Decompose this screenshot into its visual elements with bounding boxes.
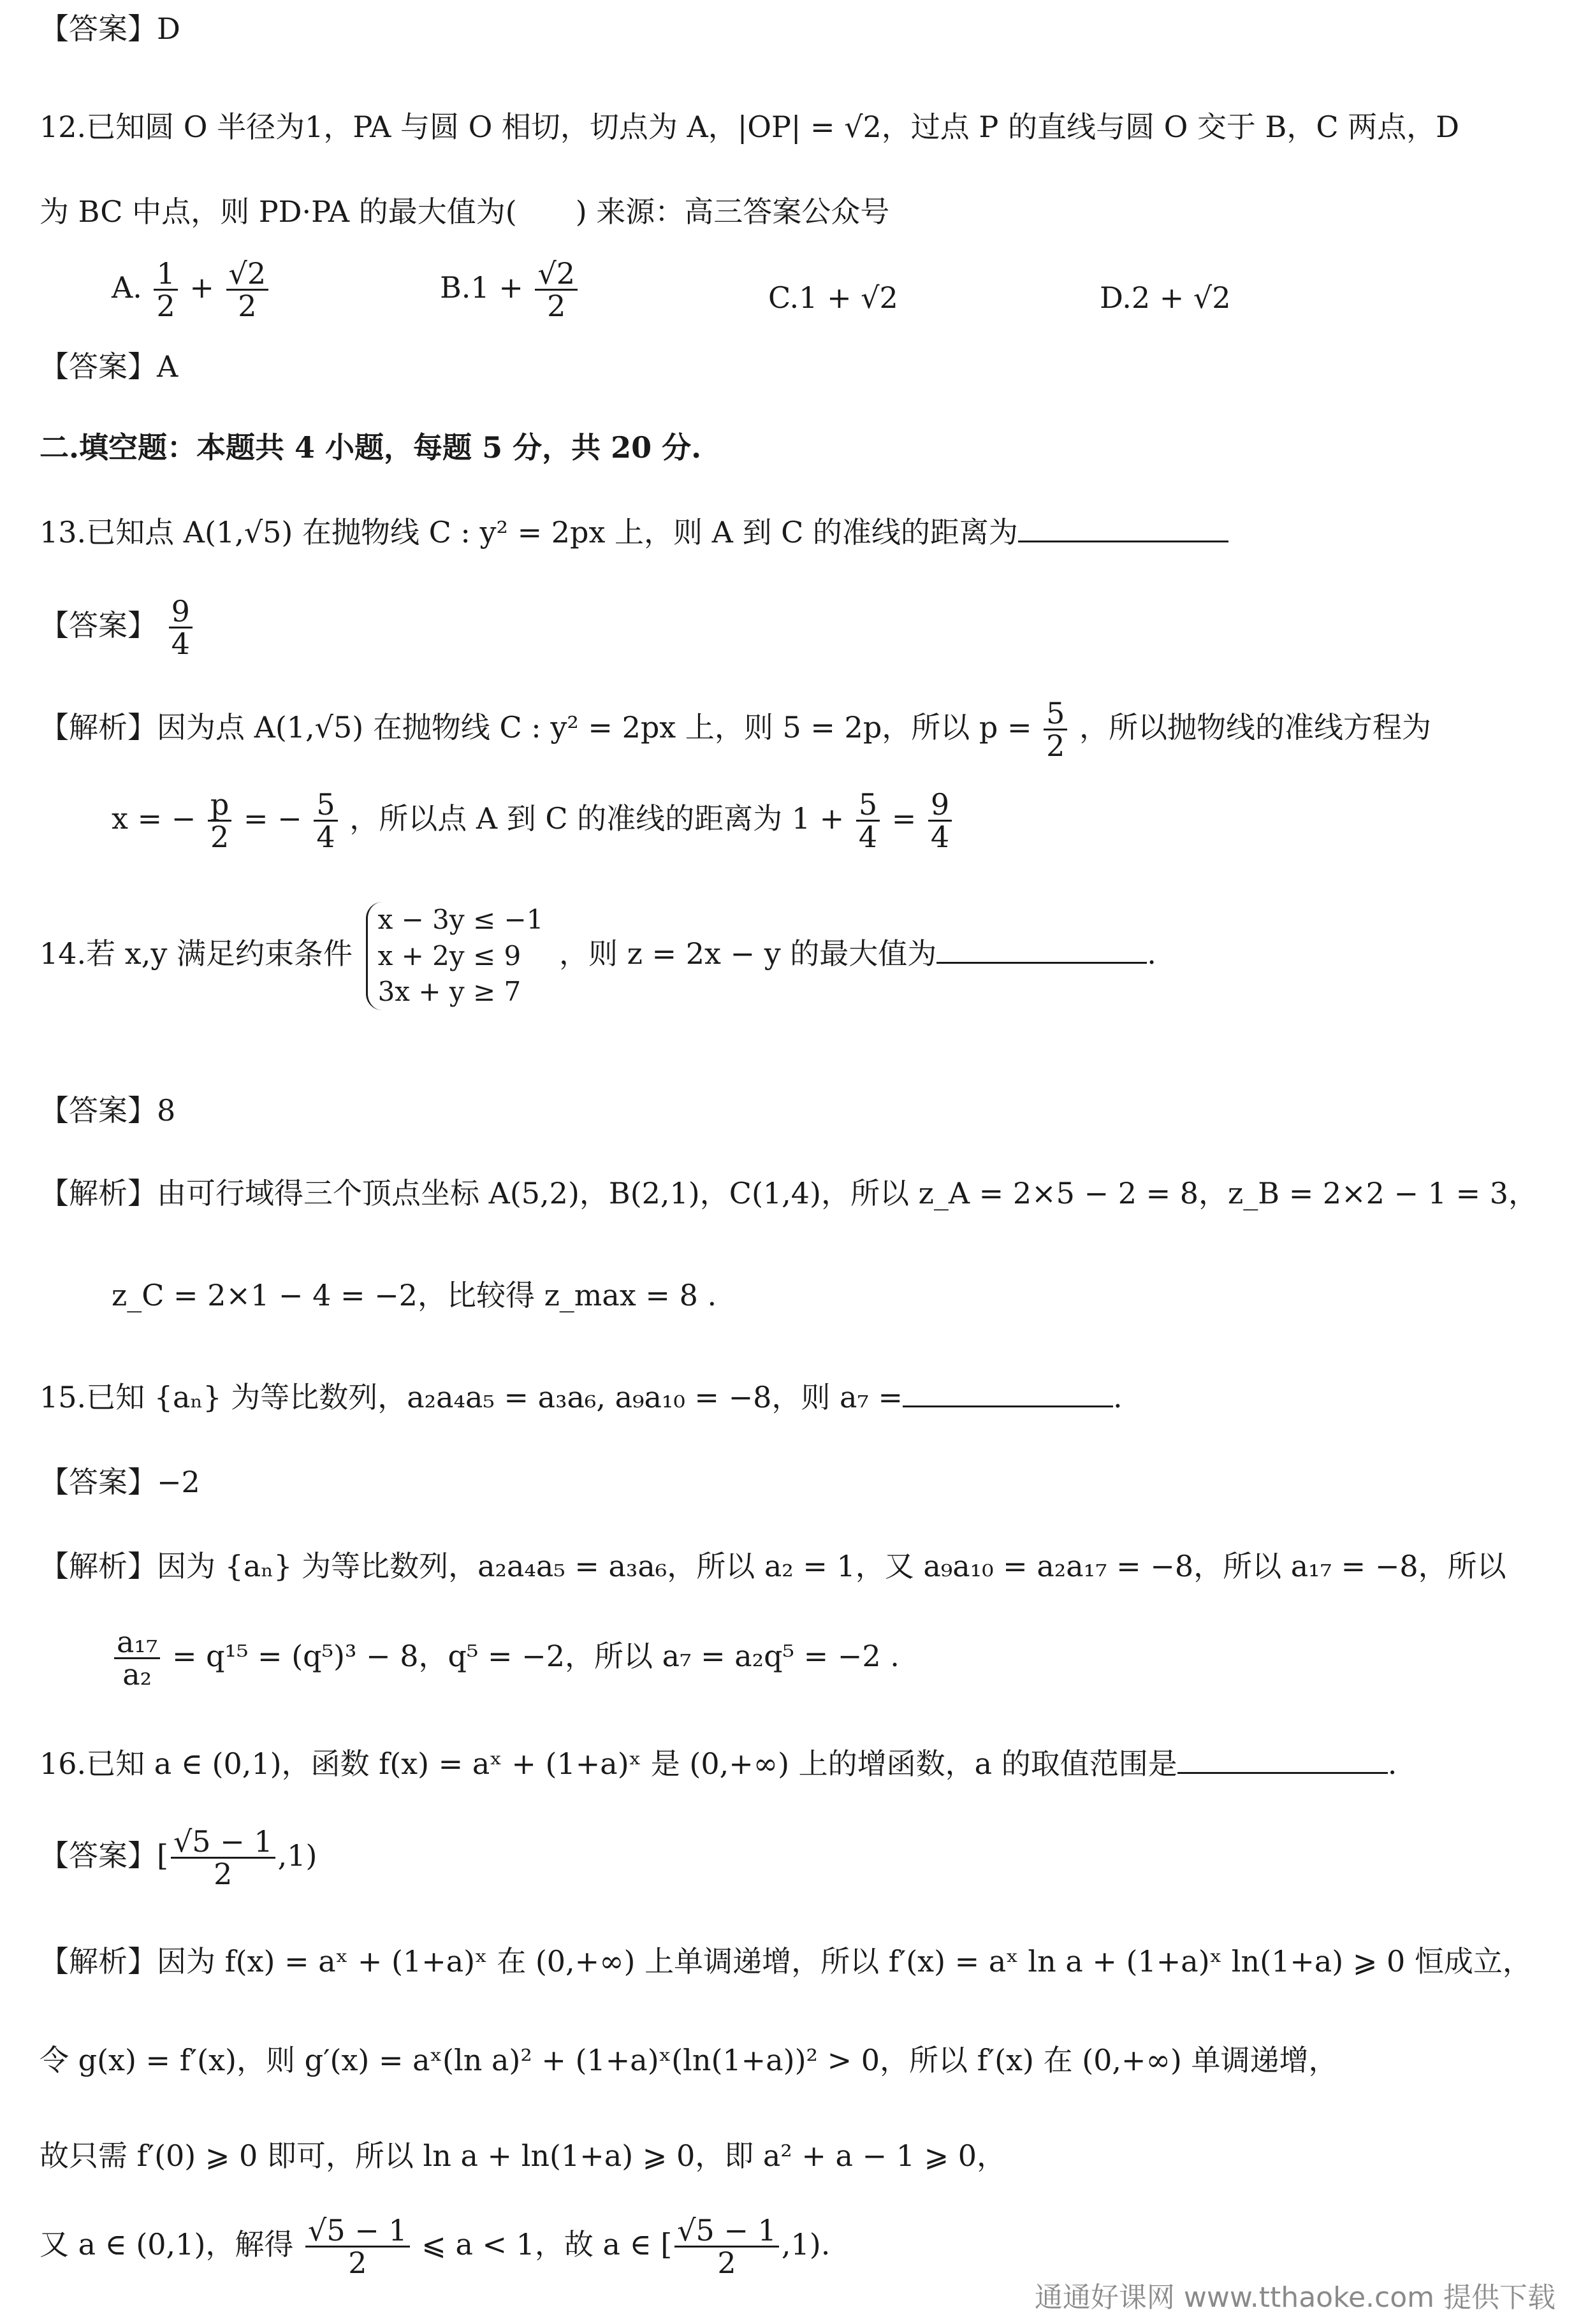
- fraction-5-4: $\frac{5}{4}$: [856, 789, 880, 853]
- fraction-sqrt2-2: $\frac{√2}{2}$: [535, 258, 578, 322]
- fraction-1-2: $\frac{1}{2}$: [154, 258, 177, 322]
- fraction-9-4: $\frac{9}{4}$: [169, 596, 193, 660]
- answer-blank: [936, 936, 1147, 964]
- answer-blank: [1177, 1747, 1388, 1774]
- q12-option-a: [112, 258, 271, 322]
- answer-blank: [903, 1380, 1113, 1407]
- fraction-sqrt5m1-2: $\frac{√5 - 1}{2}$: [305, 2215, 410, 2279]
- watermark-footer: 通通好课网 www.tthaoke.com 提供下载: [1034, 2281, 1556, 2314]
- fraction-5-4: $\frac{5}{4}$: [314, 789, 337, 853]
- fraction-sqrt5m1-2: $\frac{√5 - 1}{2}$: [171, 1826, 275, 1890]
- q16-analysis-line4: 又 a ∈ (0,1)，解得 $\frac{√5 - 1}{2}$ ⩽ a < 1，故 a ∈ [ $\frac{√5 - 1}{2}$ ,1).: [40, 2213, 831, 2281]
- q12-option-d: D.2 + √2: [1100, 280, 1231, 315]
- fraction-p-2: $\frac{p}{2}$: [208, 789, 231, 853]
- q16-answer: 【答案】[ $\frac{√5 - 1}{2}$ ,1): [40, 1824, 317, 1892]
- q13-analysis-line2: x = − $\frac{p}{2}$ = − $\frac{5}{4}$ ，所以点 A 到 C 的准线的距离为 1 + $\frac{5}{4}$ = $\frac{9}{4}$: [112, 789, 1556, 853]
- q14-analysis-line1: 【解析】由可行域得三个顶点坐标 A(5,2)，B(2,1)，C(1,4)，所以 z_A = 2×5 − 2 = 8，z_B = 2×2 − 1 = 3，: [40, 1176, 1538, 1210]
- q15-analysis-line2: $\frac{\text{a₁₇}}{\text{a₂}}$ = q¹⁵ = (q⁵)³ − 8，q⁵ = −2，所以 a₇ = a₂q⁵ = −2 .: [112, 1627, 1556, 1690]
- option-b-label: B.1 +: [440, 270, 523, 305]
- fraction-9-4: $\frac{9}{4}$: [928, 789, 952, 853]
- q14-answer: 【答案】8: [40, 1093, 176, 1128]
- q13-analysis-line1: 【解析】因为点 A(1,√5) 在抛物线 C : y² = 2px 上，则 5 = 2p，所以 p = $\frac{5}{2}$ ，所以抛物线的准线方程为: [40, 696, 1432, 764]
- q16-analysis-line3: 故只需 f′(0) ⩾ 0 即可，所以 ln a + ln(1+a) ⩾ 0，即 a² + a − 1 ⩾ 0，: [40, 2139, 1007, 2173]
- q16-stem: 16.已知 a ∈ (0,1)，函数 f(x) = aˣ + (1+a)ˣ 是 (0,+∞) 上的增函数，a 的取值范围是 .: [40, 1747, 1397, 1781]
- option-a-plus: +: [189, 270, 214, 305]
- q12-stem-line1: 12.已知圆 O 半径为1，PA 与圆 O 相切，切点为 A，|OP| = √2，过点 P 的直线与圆 O 交于 B，C 两点，D: [40, 110, 1460, 144]
- q12-answer: 【答案】A: [40, 349, 178, 384]
- constraint-system: x − 3y ≤ −1 x + 2y ≤ 9 3x + y ≥ 7: [366, 902, 544, 1010]
- q16-analysis-line1: 【解析】因为 f(x) = aˣ + (1+a)ˣ 在 (0,+∞) 上单调递增，所以 f′(x) = aˣ ln a + (1+a)ˣ ln(1+a) ⩾ 0 恒成立，: [40, 1944, 1532, 1979]
- q13-answer: 【答案】 $\frac{9}{4}$: [40, 596, 1556, 660]
- q14-stem: 14.若 x,y 满足约束条件 x − 3y ≤ −1 x + 2y ≤ 9 3x + y ≥ 7 ，则 z = 2x − y 的最大值为 .: [40, 902, 1556, 1010]
- section-2-heading: 二.填空题：本题共 4 小题，每题 5 分，共 20 分.: [40, 430, 702, 465]
- q12-option-b: [440, 258, 580, 322]
- option-a-label: A.: [112, 270, 142, 305]
- q15-answer: 【答案】−2: [40, 1465, 200, 1499]
- fraction-5-2: $\frac{5}{2}$: [1044, 698, 1067, 762]
- q13-stem: 13.已知点 A(1,√5) 在抛物线 C : y² = 2px 上，则 A 到 C 的准线的距离为: [40, 515, 1556, 550]
- fraction-sqrt2-2: $\frac{√2}{2}$: [226, 258, 269, 322]
- q14-analysis-line2: z_C = 2×1 − 4 = −2，比较得 z_max = 8 .: [112, 1278, 717, 1312]
- answer-blank: [1018, 515, 1228, 542]
- fraction-a17-a2: $\frac{\text{a₁₇}}{\text{a₂}}$: [114, 1627, 160, 1690]
- fraction-sqrt5m1-2: $\frac{√5 - 1}{2}$: [674, 2215, 779, 2279]
- q11-answer: 【答案】D: [40, 11, 180, 46]
- q15-stem: 15.已知 {aₙ} 为等比数列，a₂a₄a₅ = a₃a₆, a₉a₁₀ = −8，则 a₇ = .: [40, 1380, 1123, 1414]
- q12-stem-line2: 为 BC 中点，则 PD·PA 的最大值为( ) 来源：高三答案公众号: [40, 194, 890, 229]
- q16-analysis-line2: 令 g(x) = f′(x)，则 g′(x) = aˣ(ln a)² + (1+a)ˣ(ln(1+a))² > 0，所以 f′(x) 在 (0,+∞) 单调递增，: [40, 2043, 1338, 2077]
- q12-option-c: C.1 + √2: [768, 280, 898, 315]
- q15-analysis-line1: 【解析】因为 {aₙ} 为等比数列，a₂a₄a₅ = a₃a₆，所以 a₂ = 1，又 a₉a₁₀ = a₂a₁₇ = −8，所以 a₁₇ = −8，所以: [40, 1549, 1506, 1583]
